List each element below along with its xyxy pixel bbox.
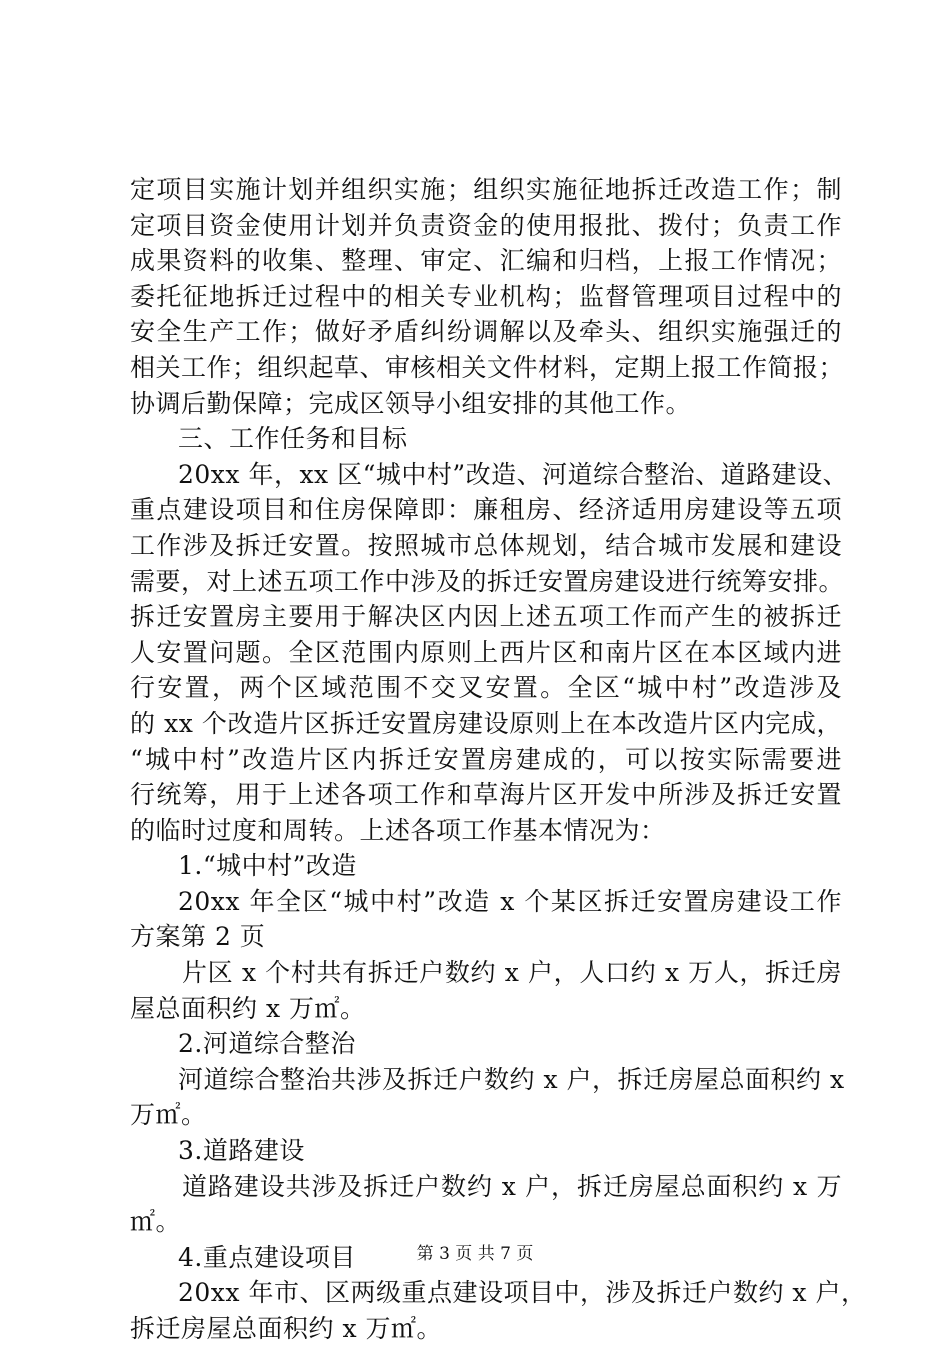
- text-line: 的 xx 个改造片区拆迁安置房建设原则上在本改造片区内完成，: [130, 708, 842, 738]
- text-line: 行安置，两个区域范围不交叉安置。全区“城中村”改造涉及: [130, 673, 842, 703]
- text-line: 工作涉及拆迁安置。按照城市总体规划，结合城市发展和建设: [130, 530, 842, 560]
- text-line: 委托征地拆迁过程中的相关专业机构；监督管理项目过程中的: [130, 281, 842, 311]
- text-line: 拆迁房屋总面积约 x 万㎡。: [130, 1314, 442, 1343]
- text-line: 成果资料的收集、整理、审定、汇编和归档，上报工作情况；: [130, 246, 842, 276]
- text-line: “城中村”改造片区内拆迁安置房建成的，可以按实际需要进: [130, 744, 842, 774]
- subsection-heading: 3.道路建设: [178, 1136, 305, 1166]
- text-line: 拆迁安置房主要用于解决区内因上述五项工作而产生的被拆迁: [130, 602, 842, 632]
- text-line: 安全生产工作；做好矛盾纠纷调解以及牵头、组织实施强迁的: [130, 317, 842, 347]
- text-line: 屋总面积约 x 万㎡。: [130, 993, 366, 1023]
- text-line: 片区 x 个村共有拆迁户数约 x 户，人口约 x 万人，拆迁房: [182, 958, 842, 988]
- subsection-heading: 1.“城中村”改造: [178, 851, 357, 881]
- text-line: 行统筹，用于上述各项工作和草海片区开发中所涉及拆迁安置: [130, 780, 842, 810]
- text-line: ㎡。: [130, 1207, 182, 1237]
- page-number-footer: 第 3 页 共 7 页: [416, 1244, 534, 1264]
- text-line: 协调后勤保障；完成区领导小组安排的其他工作。: [130, 388, 692, 418]
- text-line: 的临时过度和周转。上述各项工作基本情况为：: [130, 815, 666, 845]
- text-line: 河道综合整治共涉及拆迁户数约 x 户，拆迁房屋总面积约 x: [178, 1064, 845, 1094]
- text-line: 20xx 年市、区两级重点建设项目中，涉及拆迁户数约 x 户，: [178, 1278, 867, 1308]
- text-line: 万㎡。: [130, 1100, 207, 1130]
- text-line: 人安置问题。全区范围内原则上西片区和南片区在本区域内进: [130, 637, 842, 667]
- text-line: 定项目实施计划并组织实施；组织实施征地拆迁改造工作；制: [130, 175, 842, 204]
- section-heading: 三、工作任务和目标: [178, 424, 408, 454]
- text-line: 定项目资金使用计划并负责资金的使用报批、拨付；负责工作: [130, 210, 842, 240]
- text-line: 方案第 2 页: [130, 922, 266, 952]
- text-line: 20xx 年，xx 区“城中村”改造、河道综合整治、道路建设、: [178, 459, 849, 489]
- text-line: 道路建设共涉及拆迁户数约 x 户，拆迁房屋总面积约 x 万: [182, 1171, 842, 1201]
- document-body: [130, 172, 867, 1347]
- text-line: 需要，对上述五项工作中涉及的拆迁安置房建设进行统筹安排。: [130, 566, 845, 596]
- text-line: 相关工作；组织起草、审核相关文件材料，定期上报工作简报；: [130, 352, 845, 382]
- text-line: 重点建设项目和住房保障即：廉租房、经济适用房建设等五项: [130, 495, 842, 525]
- subsection-heading: 4.重点建设项目: [178, 1242, 356, 1272]
- text-line: 20xx 年全区“城中村”改造 x 个某区拆迁安置房建设工作: [178, 886, 842, 916]
- subsection-heading: 2.河道综合整治: [178, 1029, 356, 1059]
